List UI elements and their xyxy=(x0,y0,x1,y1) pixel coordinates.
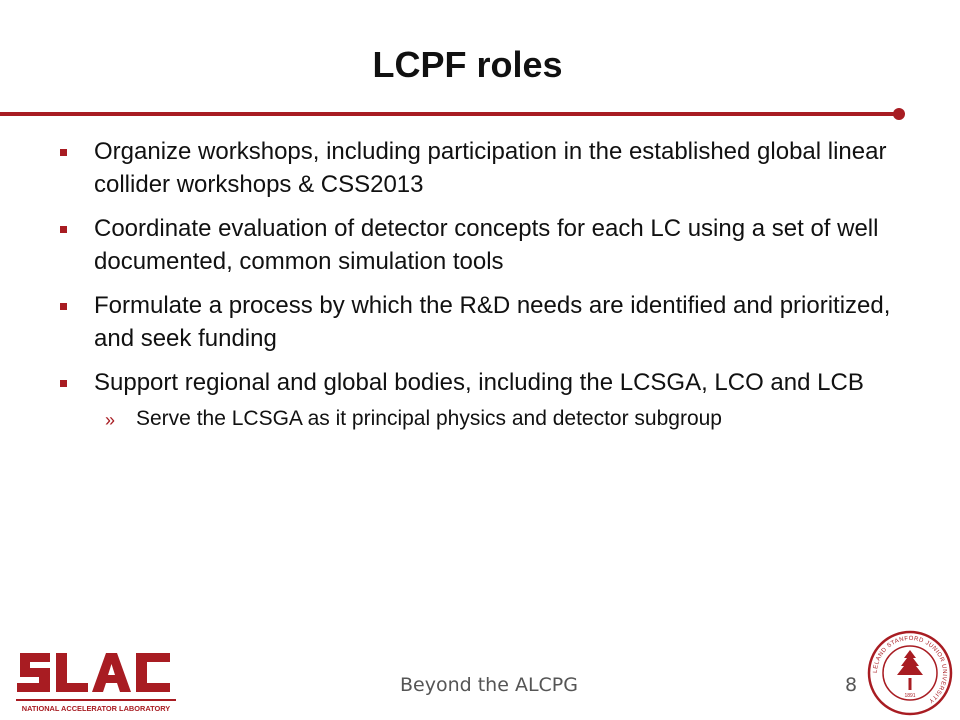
svg-text:1891: 1891 xyxy=(904,693,916,699)
svg-text:LELAND STANFORD JUNIOR UNIVERS: LELAND STANFORD JUNIOR UNIVERSITY xyxy=(872,635,948,704)
square-bullet-icon xyxy=(60,226,67,233)
bullet-item xyxy=(58,366,918,399)
bullet-text: Formulate a process by which the R&D needs are identified and prioritized, and seek funding xyxy=(94,292,891,352)
sub-bullet-item xyxy=(58,404,918,434)
slide-body xyxy=(58,135,918,434)
stanford-seal-icon xyxy=(867,630,953,716)
square-bullet-icon xyxy=(60,380,67,387)
slac-logo xyxy=(16,645,176,715)
bullet-text: Organize workshops, including participation in the established global linear collider workshops & CSS2013 xyxy=(94,138,887,198)
footer-text: Beyond the ALCPG xyxy=(400,674,578,696)
svg-text:NATIONAL ACCELERATOR LABORATOR: NATIONAL ACCELERATOR LABORATORY xyxy=(21,704,171,713)
bullet-text: Support regional and global bodies, including the LCSGA, LCO and LCB xyxy=(94,369,864,396)
title-divider-dot xyxy=(893,108,905,120)
square-bullet-icon xyxy=(60,149,67,156)
bullet-item xyxy=(58,289,918,355)
bullet-item xyxy=(58,135,918,201)
slide-title: LCPF roles xyxy=(372,44,563,85)
page-number: 8 xyxy=(845,674,858,696)
bullet-text: Coordinate evaluation of detector concepts for each LC using a set of well documented, common simulation tools xyxy=(94,215,879,275)
chevron-bullet-icon: » xyxy=(105,410,116,430)
sub-bullet-text: Serve the LCSGA as it principal physics and detector subgroup xyxy=(136,407,722,430)
bullet-item xyxy=(58,212,918,278)
title-divider xyxy=(0,112,898,116)
square-bullet-icon xyxy=(60,303,67,310)
